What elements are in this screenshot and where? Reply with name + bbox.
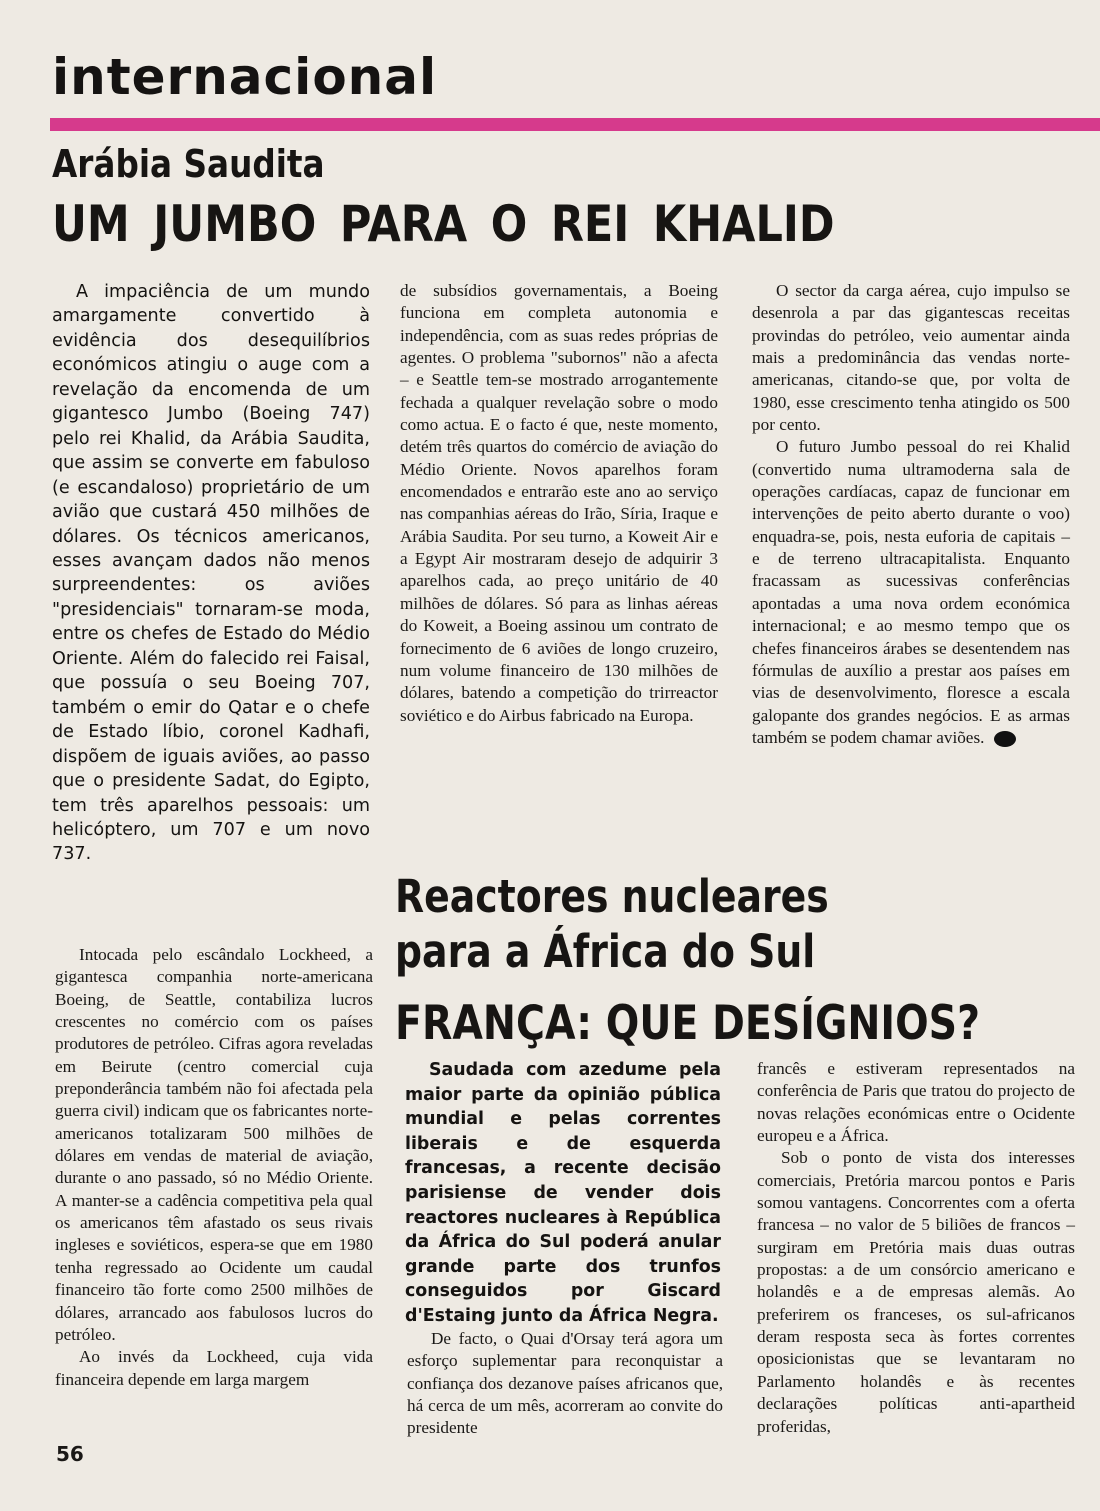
article1-column2 [400, 280, 718, 727]
body-paragraph: de subsídios governamentais, a Boeing funciona em completa autonomia e independência, com as suas redes próprias de agentes. O problema "subornos" não a afecta – e Seattle tem-se mostrado arrogantemente fechada a qualquer revelação sobre o modo como actua. E o facto é que, neste momento, detém três quartos do comércio de aviação do Médio Oriente. Novos aparelhos foram encomendados e entrarão este ano ao serviço nas companhias aéreas do Irão, Síria, Iraque e Arábia Saudita. Por seu turno, a Koweit Air e a Egypt Air mostraram desejo de adquirir 3 aparelhos cada, ao preço unitário de 40 milhões de dólares. Só para as linhas aéreas do Koweit, a Boeing assinou um contrato de fornecimento de 6 aviões de longo cruzeiro, num volume financeiro de 130 milhões de dólares, batendo a competição do trirreactor soviético e do Airbus fabricado na Europa. [400, 281, 718, 725]
section-rule [50, 118, 1100, 131]
article1-column3 [752, 280, 1070, 749]
body-paragraph: Sob o ponto de vista dos interesses comerciais, Pretória marcou pontos e Paris somou vantagens. Concorrentes com a oferta francesa – no valor de 5 biliões de francos – surgiram em Pretória mais duas outras propostas: a de um consórcio americano e holandês e a de empresas alemãs. Ao preferirem os franceses, os sul-africanos deram resposta seca às fortes correntes oposicionistas que se levantaram no Parlamento holandês e às recentes declarações políticas anti-apartheid proferidas, [757, 1148, 1075, 1436]
body-text: O futuro Jumbo pessoal do rei Khalid (convertido numa ultramoderna sala de operações cardíacas, capaz de funcionar em intervenções de peito aberto durante o voo) enquadra-se, pois, nesta euforia de capitais – e de terreno ultracapitalista. Enquanto fracassam as sucessivas conferências apontadas a uma nova ordem económica internacional; e ao mesmo tempo que os chefes financeiros árabes se desentendem nas fórmulas de auxílio a prestar aos países em vias de desenvolvimento, floresce a escala galopante dos grandes negócios. E as armas também se podem chamar aviões. [752, 437, 1070, 747]
article2-column3 [757, 1058, 1075, 1438]
article1-kicker: Arábia Saudita [52, 142, 325, 186]
body-paragraph: francês e estiveram representados na conferência de Paris que tratou do projecto de novas relações económicas entre o Ocidente europeu e a África. [757, 1059, 1075, 1146]
article1-lead-paragraph: A impaciência de um mundo amargamente convertido à evidência dos desequilíbrios económicos atingiu o auge com a revelação da encomenda de um gigantesco Jumbo (Boeing 747) pelo rei Khalid, da Arábia Saudita, que assim se converte em fabuloso (e escandaloso) proprietário de um avião que custará 450 milhões de dólares. Os técnicos americanos, esses avançam dados não menos surpreendentes: os aviões "presidenciais" tornaram-se moda, entre os chefes de Estado do Médio Oriente. Além do falecido rei Faisal, que possuía o seu Boeing 707, também o emir do Qatar e o chefe de Estado líbio, coronel Kadhafi, dispõem de iguais aviões, ao passo que o presidente Sadat, do Egipto, tem três aparelhos pessoais: um helicóptero, um 707 e um novo 737. [52, 282, 370, 865]
article2-headline-line1: Reactores nucleares [395, 870, 829, 923]
end-of-article-mark [994, 731, 1016, 747]
section-title: internacional [52, 48, 438, 106]
article1-lead [52, 280, 370, 867]
article2-lead [405, 1058, 721, 1329]
body-paragraph: Intocada pelo escândalo Lockheed, a gigantesca companhia norte-americana Boeing, de Seattle, contabiliza lucros crescentes no comércio com os países produtores de petróleo. Cifras agora reveladas em Beirute (centro comercial cuja preponderância também não foi afectada pela guerra civil) indicam que os fabricantes norte-americanos totalizaram 500 milhões de dólares em vendas de material de aviação, durante o ano passado, só no Médio Oriente. A manter-se a cadência competitiva pela qual os americanos têm afastado os seus rivais ingleses e soviéticos, espera-se que em 1980 tenha regressado ao Ocidente um caudal financeiro tão forte como 2500 milhões de dólares, arrancado aos fabulosos lucros do petróleo. [55, 945, 373, 1344]
article2-column2 [407, 1328, 723, 1440]
article2-lead-paragraph: Saudada com azedume pela maior parte da opinião pública mundial e pelas correntes liberais e de esquerda francesas, a recente decisão parisiense de vender dois reactores nucleares à República da África do Sul poderá anular grande parte dos trunfos conseguidos por Giscard d'Estaing junto da África Negra. [405, 1060, 721, 1326]
article1-column1 [55, 944, 373, 1391]
article1-headline: UM JUMBO PARA O REI KHALID [52, 195, 835, 253]
body-paragraph-final [752, 436, 1070, 749]
page-number: 56 [56, 1442, 84, 1466]
article2-subhead: FRANÇA: QUE DESÍGNIOS? [395, 996, 980, 1051]
body-paragraph: O sector da carga aérea, cujo impulso se desenrola a par das gigantescas receitas provindas do petróleo, veio aumentar ainda mais a predominância das vendas norte-americanas, citando-se que, por volta de 1980, esse crescimento tenha atingido os 500 por cento. [752, 281, 1070, 435]
body-paragraph: Ao invés da Lockheed, cuja vida financeira depende em larga margem [55, 1347, 373, 1389]
body-paragraph: De facto, o Quai d'Orsay terá agora um esforço suplementar para reconquistar a confiança dos dezanove países africanos que, há cerca de um mês, acorreram ao convite do presidente [407, 1329, 723, 1438]
article2-headline-line2: para a África do Sul [395, 925, 816, 978]
